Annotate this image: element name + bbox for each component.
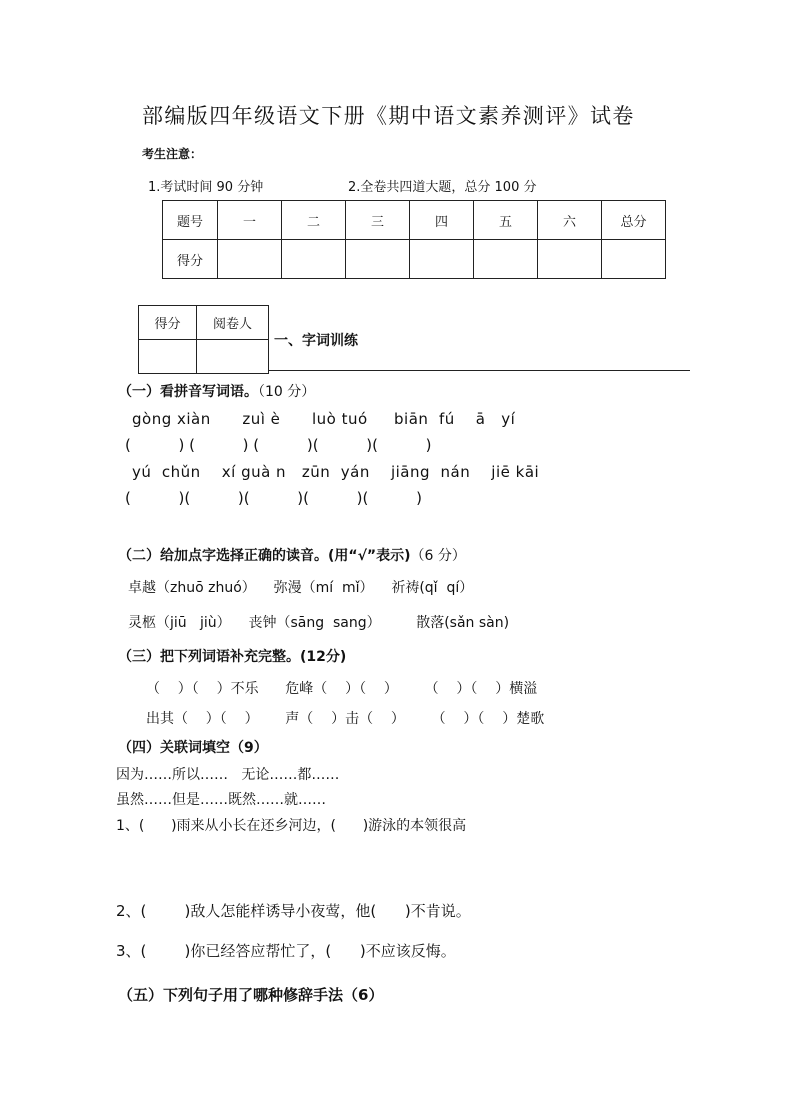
- q2-heading: [118, 545, 466, 565]
- q4-sentence-3[interactable]: 3、( )你已经答应帮忙了，( )不应该反悔。: [116, 942, 456, 960]
- q3-row-1[interactable]: （ ）（ ）不乐 危峰（ ）（ ） （ ）（ ）横溢: [146, 681, 538, 697]
- q3-row-2[interactable]: 出其（ ）（ ） 声（ ）击（ ） （ ）（ ）楚歌: [146, 711, 545, 727]
- pinyin-row-2: yú chǔn xí guà n zūn yán jiāng nán jiē kāi: [132, 463, 540, 481]
- q1-title: （一）看拼音写词语。: [118, 384, 258, 400]
- score-table: [162, 200, 666, 279]
- header-cell: 三: [346, 201, 410, 240]
- q5-title: （五）下列句子用了哪种修辞手法（6）: [118, 986, 384, 1004]
- score-table-score-row: [163, 240, 666, 279]
- q4-words-1: 因为……所以…… 无论……都……: [116, 767, 340, 783]
- answer-blanks-row-1[interactable]: ( ) ( ) ( )( )( ): [125, 436, 432, 454]
- grader-table: [138, 305, 269, 374]
- q2-title: （二）给加点字选择正确的读音。(用“√”表示): [118, 548, 411, 564]
- header-cell: 二: [282, 201, 346, 240]
- header-cell: 题号: [163, 201, 218, 240]
- section-title: 一、字词训练: [274, 333, 358, 349]
- grader-score-label: 得分: [139, 306, 197, 340]
- q3-title: （三）把下列词语补充完整。(12分): [118, 649, 347, 665]
- q4-title: （四）关联词填空（9）: [118, 740, 268, 756]
- score-cell[interactable]: [346, 240, 410, 279]
- grader-name-cell[interactable]: [197, 340, 269, 374]
- grader-name-label: 阅卷人: [197, 306, 269, 340]
- q1-heading: [118, 381, 315, 401]
- score-cell[interactable]: [538, 240, 602, 279]
- grader-score-cell[interactable]: [139, 340, 197, 374]
- notice-item-time: 1.考试时间 90 分钟: [148, 180, 264, 195]
- notice-heading: 考生注意：: [142, 147, 203, 161]
- score-cell[interactable]: [410, 240, 474, 279]
- q2-points: （6 分）: [410, 548, 466, 564]
- row-label: 得分: [163, 240, 218, 279]
- q1-points: （10 分）: [258, 384, 316, 400]
- q4-sentence-1[interactable]: 1、( )雨来从小长在还乡河边，( )游泳的本领很高: [116, 818, 467, 834]
- q2-row-2[interactable]: 灵柩（jiū jiù） 丧钟（sāng sang） 散落(sǎn sàn): [128, 615, 510, 631]
- q4-sentence-2[interactable]: 2、( )敌人怎能样诱导小夜莺，他( )不肯说。: [116, 902, 471, 920]
- header-cell: 总分: [602, 201, 666, 240]
- notice-item-total: 2.全卷共四道大题，总分 100 分: [348, 180, 537, 195]
- q2-row-1[interactable]: 卓越（zhuō zhuó） 弥漫（mí mǐ） 祈祷(qǐ qí）: [128, 580, 474, 596]
- page-title: 部编版四年级语文下册《期中语文素养测评》试卷: [142, 104, 635, 128]
- score-cell[interactable]: [218, 240, 282, 279]
- header-cell: 五: [474, 201, 538, 240]
- q4-words-2: 虽然……但是……既然……就……: [116, 792, 326, 808]
- score-cell[interactable]: [474, 240, 538, 279]
- score-cell[interactable]: [602, 240, 666, 279]
- header-cell: 六: [538, 201, 602, 240]
- score-cell[interactable]: [282, 240, 346, 279]
- header-cell: 一: [218, 201, 282, 240]
- header-cell: 四: [410, 201, 474, 240]
- section-divider: [268, 370, 690, 371]
- score-table-header-row: [163, 201, 666, 240]
- pinyin-row-1: gòng xiàn zuì è luò tuó biān fú ā yí: [132, 410, 516, 428]
- answer-blanks-row-2[interactable]: ( )( )( )( )( ): [125, 489, 422, 507]
